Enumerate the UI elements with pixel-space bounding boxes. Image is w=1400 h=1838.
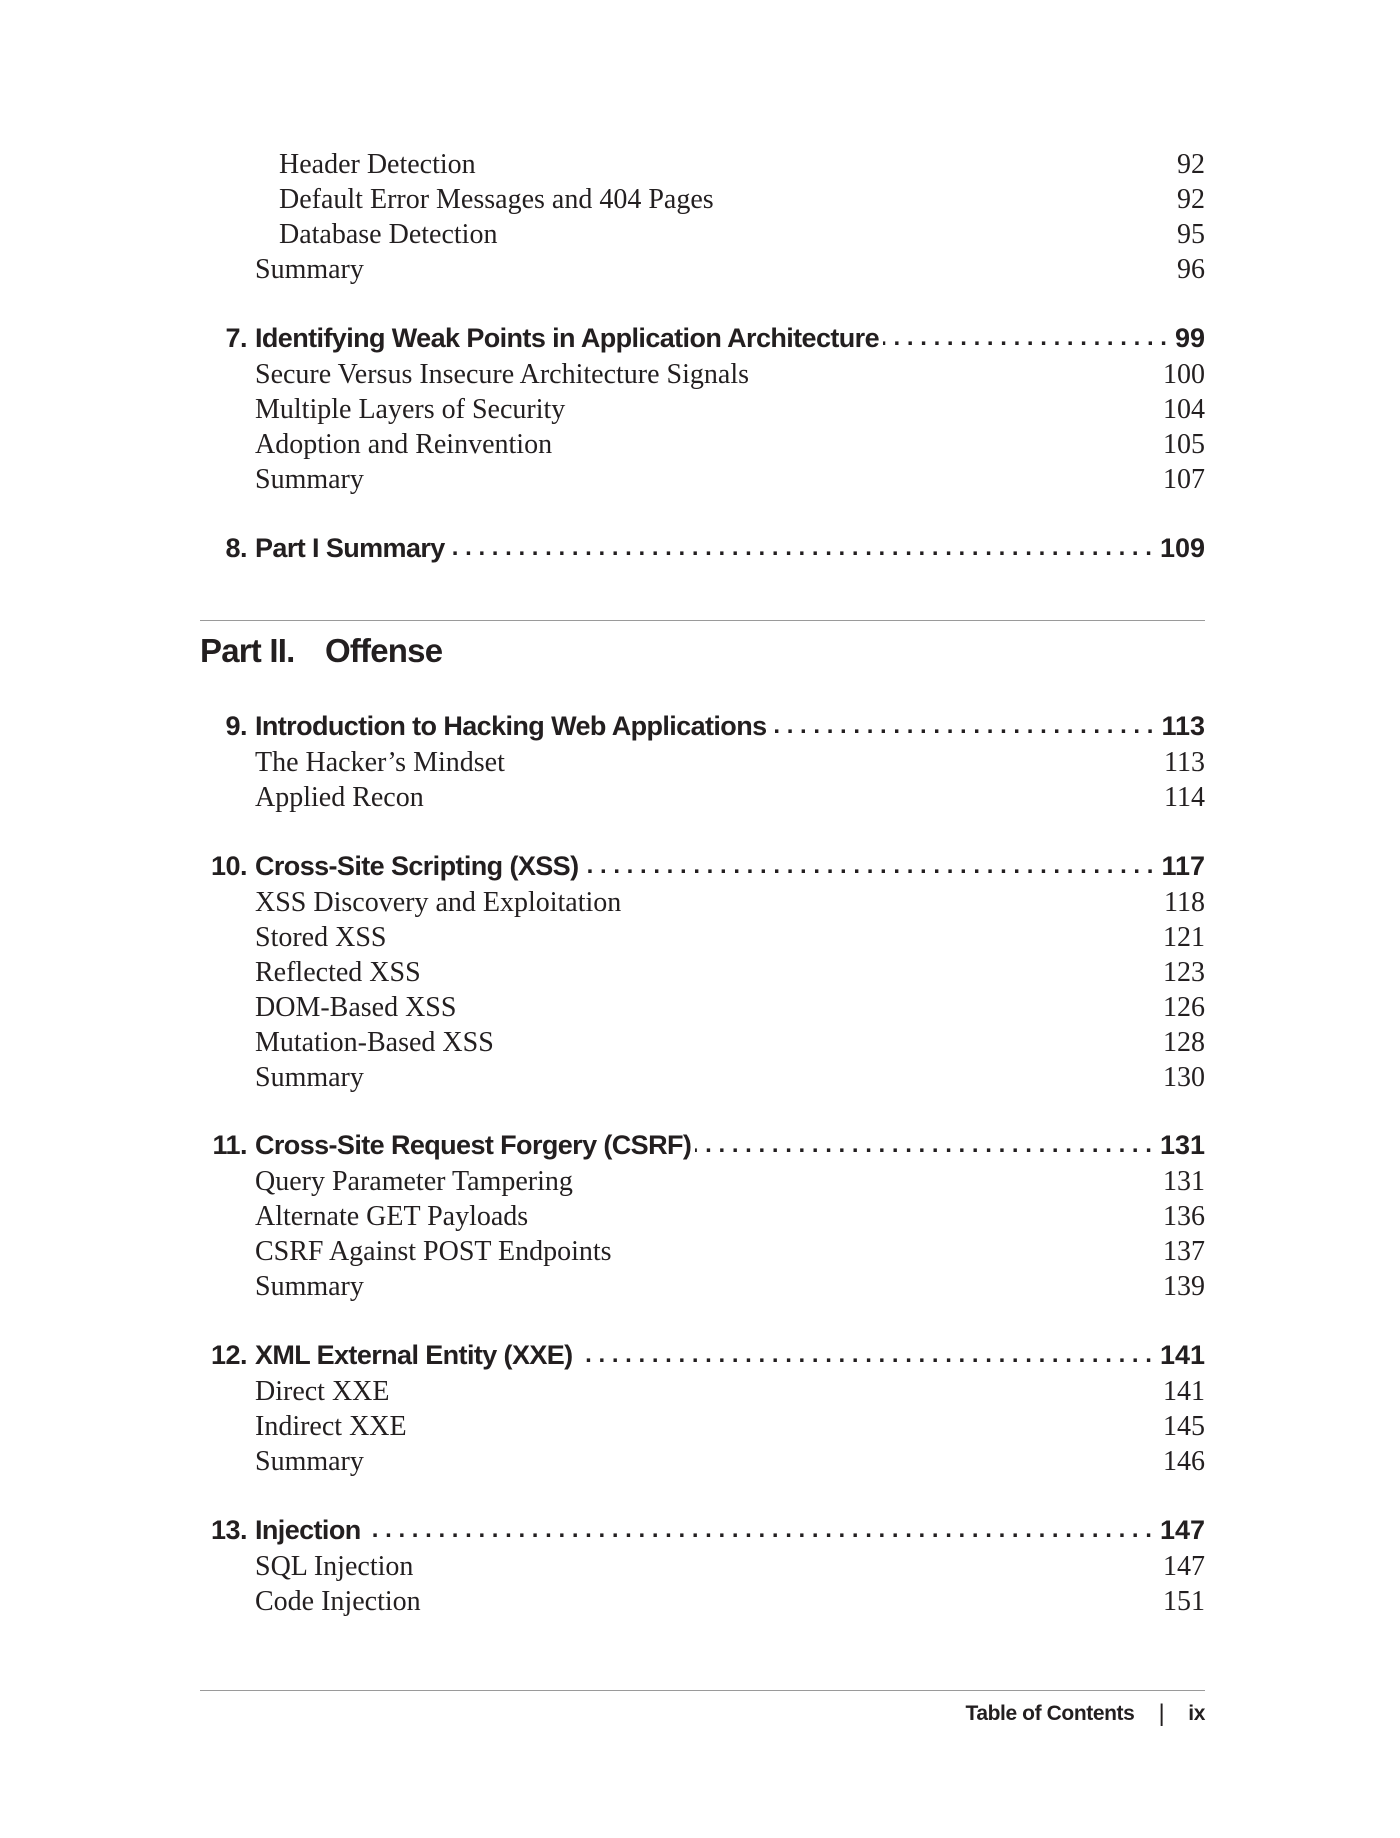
- chapter-page: 117: [1161, 850, 1205, 881]
- toc-entry: [255, 1234, 1205, 1270]
- toc-entry: [255, 1199, 1205, 1235]
- entry-title: Default Error Messages and 404 Pages: [279, 184, 714, 215]
- entry-page: 105: [1163, 429, 1205, 460]
- chapter-number: 13.: [210, 1514, 247, 1545]
- chapter-entry: [200, 706, 1205, 746]
- entry-page: 118: [1164, 887, 1205, 918]
- toc-entry: [255, 780, 1205, 816]
- chapter-number: 8.: [225, 532, 247, 563]
- dot-leader: [577, 1341, 1152, 1369]
- entry-title: Secure Versus Insecure Architecture Signals: [255, 359, 749, 390]
- entry-page: 131: [1163, 1166, 1205, 1197]
- toc-entry: [255, 1164, 1205, 1200]
- entry-page: 126: [1163, 992, 1205, 1023]
- entry-page: 141: [1163, 1376, 1205, 1407]
- entry-page: 123: [1163, 957, 1205, 988]
- toc-entry: [255, 1025, 1205, 1061]
- entry-title: Summary: [255, 254, 364, 285]
- part-label: Part II.: [200, 632, 295, 669]
- dot-leader: [771, 712, 1154, 740]
- dot-leader: [365, 1516, 1152, 1544]
- entry-title: Reflected XSS: [255, 957, 421, 988]
- entry-title: Summary: [255, 1271, 364, 1302]
- chapter-number: 7.: [225, 322, 247, 353]
- entry-page: 121: [1163, 922, 1205, 953]
- entry-title: Applied Recon: [255, 782, 424, 813]
- toc-entry: [255, 1444, 1205, 1480]
- entry-title: The Hacker’s Mindset: [255, 747, 505, 778]
- entry-page: 147: [1163, 1551, 1205, 1582]
- toc-entry: [255, 1549, 1205, 1585]
- chapter-number: 9.: [225, 710, 247, 741]
- entry-title: Query Parameter Tampering: [255, 1166, 573, 1197]
- entry-title: Summary: [255, 1062, 364, 1093]
- footer-divider: [200, 1690, 1205, 1691]
- entry-title: Multiple Layers of Security: [255, 394, 566, 425]
- page-footer: [965, 1700, 1205, 1728]
- toc-entry: [255, 1060, 1205, 1096]
- chapter-title: Cross-Site Scripting (XSS): [255, 850, 579, 881]
- toc-entry: [255, 1269, 1205, 1305]
- chapter-entry: [200, 1125, 1205, 1165]
- chapter-number: 10.: [210, 850, 247, 881]
- entry-page: 137: [1163, 1236, 1205, 1267]
- toc-entry: [255, 462, 1205, 498]
- entry-title: Direct XXE: [255, 1376, 390, 1407]
- toc-entry: [255, 427, 1205, 463]
- chapter-page: 113: [1161, 710, 1205, 741]
- toc-entry: [255, 885, 1205, 921]
- footer-label: Table of Contents: [965, 1702, 1135, 1725]
- chapter-page: 147: [1159, 1514, 1205, 1545]
- entry-page: 92: [1177, 149, 1205, 180]
- entry-title: Indirect XXE: [255, 1411, 407, 1442]
- chapter-title: XML External Entity (XXE): [255, 1339, 573, 1370]
- entry-page: 139: [1163, 1271, 1205, 1302]
- entry-title: Database Detection: [279, 219, 498, 250]
- entry-page: 95: [1177, 219, 1205, 250]
- entry-title: Alternate GET Payloads: [255, 1201, 529, 1232]
- chapter-number: 11.: [212, 1129, 247, 1160]
- chapter-entry: [200, 1335, 1205, 1375]
- entry-title: CSRF Against POST Endpoints: [255, 1236, 612, 1267]
- footer-separator: |: [1158, 1700, 1165, 1727]
- chapter-number: 12.: [210, 1339, 247, 1370]
- toc-entry: [255, 252, 1205, 288]
- entry-title: Code Injection: [255, 1586, 421, 1617]
- chapter-page: 109: [1159, 532, 1205, 563]
- toc-entry: [255, 392, 1205, 428]
- entry-title: Header Detection: [279, 149, 476, 180]
- toc-entry: [255, 990, 1205, 1026]
- entry-page: 151: [1163, 1586, 1205, 1617]
- entry-title: XSS Discovery and Exploitation: [255, 887, 622, 918]
- entry-title: DOM-Based XSS: [255, 992, 457, 1023]
- chapter-page: 99: [1174, 322, 1205, 353]
- chapter-title: Introduction to Hacking Web Applications: [255, 710, 767, 741]
- toc-entry: [255, 1584, 1205, 1620]
- toc-entry: [279, 147, 1205, 183]
- dot-leader: [449, 534, 1152, 562]
- entry-title: Summary: [255, 1446, 364, 1477]
- entry-title: SQL Injection: [255, 1551, 414, 1582]
- entry-page: 146: [1163, 1446, 1205, 1477]
- entry-page: 96: [1177, 254, 1205, 285]
- chapter-title: Injection: [255, 1514, 361, 1545]
- toc-entry: [279, 182, 1205, 218]
- chapter-title: Cross-Site Request Forgery (CSRF): [255, 1129, 692, 1160]
- entry-title: Adoption and Reinvention: [255, 429, 553, 460]
- toc-entry: [255, 1409, 1205, 1445]
- part-heading: [200, 632, 442, 670]
- toc-entry: [255, 357, 1205, 393]
- dot-leader: [695, 1131, 1152, 1159]
- chapter-entry: [200, 1510, 1205, 1550]
- dot-leader: [883, 324, 1167, 352]
- toc-entry: [279, 217, 1205, 253]
- toc-entry: [255, 955, 1205, 991]
- chapter-page: 131: [1159, 1129, 1205, 1160]
- chapter-title: Identifying Weak Points in Application Architecture: [255, 322, 879, 353]
- entry-page: 113: [1164, 747, 1205, 778]
- toc-entry: [255, 745, 1205, 781]
- chapter-entry: [200, 318, 1205, 358]
- entry-page: 92: [1177, 184, 1205, 215]
- entry-page: 128: [1163, 1027, 1205, 1058]
- page-number: ix: [1188, 1702, 1205, 1725]
- entry-page: 104: [1163, 394, 1205, 425]
- chapter-title: Part I Summary: [255, 532, 445, 563]
- part-divider: [200, 620, 1205, 621]
- entry-page: 145: [1163, 1411, 1205, 1442]
- dot-leader: [582, 852, 1153, 880]
- entry-page: 130: [1163, 1062, 1205, 1093]
- entry-page: 107: [1163, 464, 1205, 495]
- entry-page: 100: [1163, 359, 1205, 390]
- entry-page: 114: [1164, 782, 1205, 813]
- entry-title: Summary: [255, 464, 364, 495]
- toc-entry: [255, 920, 1205, 956]
- entry-page: 136: [1163, 1201, 1205, 1232]
- entry-title: Mutation-Based XSS: [255, 1027, 494, 1058]
- chapter-entry: [200, 846, 1205, 886]
- entry-title: Stored XSS: [255, 922, 387, 953]
- toc-entry: [255, 1374, 1205, 1410]
- chapter-page: 141: [1159, 1339, 1205, 1370]
- part-title: Offense: [325, 632, 443, 669]
- chapter-entry: [200, 528, 1205, 568]
